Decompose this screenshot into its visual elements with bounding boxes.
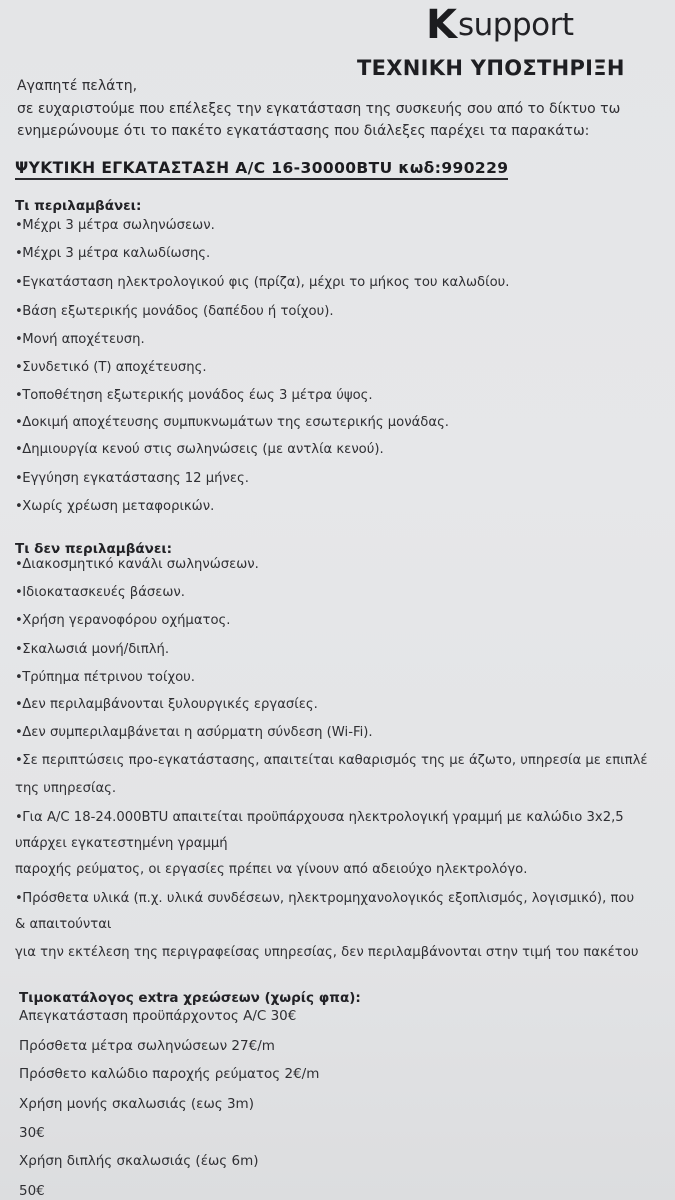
logo-word: support bbox=[458, 7, 574, 43]
excluded-item bbox=[15, 697, 318, 712]
included-item bbox=[15, 499, 214, 514]
excluded-item-text: Για A/C 18-24.000BTU απαιτείται προϋπάρχουσα ηλεκτρολογική γραμμή με καλώδιο 3x2,5 bbox=[22, 810, 624, 825]
excluded-item bbox=[15, 642, 169, 657]
bullet-icon: • bbox=[15, 810, 23, 825]
bullet-icon: • bbox=[15, 642, 23, 657]
included-item bbox=[15, 415, 449, 430]
included-item-text: Τοποθέτηση εξωτερικής μονάδος έως 3 μέτρα ύψος. bbox=[22, 388, 373, 403]
excluded-item-continuation: παροχής ρεύματος, οι εργασίες πρέπει να γίνουν από αδειούχο ηλεκτρολόγο. bbox=[15, 862, 528, 877]
excluded-item-continuation: & απαιτούνται bbox=[15, 917, 112, 932]
intro-line-1: σε ευχαριστούμε που επέλεξες την εγκατάσταση της συσκευής σου από το δίκτυο τω bbox=[17, 101, 621, 117]
included-item bbox=[15, 246, 210, 261]
excluded-item bbox=[15, 753, 648, 768]
included-item-text: Μέχρι 3 μέτρα σωληνώσεων. bbox=[22, 218, 215, 233]
included-item-text: Εγκατάσταση ηλεκτρολογικού φις (πρίζα), μέχρι το μήκος του καλωδίου. bbox=[22, 275, 510, 290]
bullet-icon: • bbox=[15, 471, 23, 486]
excluded-item-text: Τρύπημα πέτρινου τοίχου. bbox=[22, 670, 195, 685]
excluded-item-text: Διακοσμητικό κανάλι σωληνώσεων. bbox=[22, 557, 259, 572]
bullet-icon: • bbox=[15, 557, 23, 572]
bullet-icon: • bbox=[15, 275, 23, 290]
bullet-icon: • bbox=[15, 304, 23, 319]
bullet-icon: • bbox=[15, 499, 23, 514]
logo-k-letter: K bbox=[426, 2, 456, 48]
excluded-item bbox=[15, 557, 259, 572]
included-item bbox=[15, 332, 145, 347]
excluded-item bbox=[15, 810, 624, 825]
extra-charge-price: 30€ bbox=[19, 1125, 45, 1141]
bullet-icon: • bbox=[15, 753, 23, 768]
bullet-icon: • bbox=[15, 725, 23, 740]
extras-section-title: Τιμοκατάλογος extra χρεώσεων (χωρίς φπα): bbox=[19, 990, 361, 1006]
intro-line-2: ενημερώνουμε ότι το πακέτο εγκατάστασης που διάλεξες παρέχει τα παρακάτω: bbox=[17, 123, 590, 139]
included-item bbox=[15, 471, 249, 486]
excluded-item bbox=[15, 891, 634, 906]
included-item-text: Μέχρι 3 μέτρα καλωδίωσης. bbox=[22, 246, 211, 261]
extra-charge-item: Χρήση διπλής σκαλωσιάς (έως 6m) bbox=[19, 1153, 259, 1169]
page-heading: ΤΕΧΝΙΚΗ ΥΠΟΣΤΗΡΙΞΗ bbox=[357, 56, 625, 80]
extra-charge-item: Χρήση μονής σκαλωσιάς (εως 3m) bbox=[19, 1096, 254, 1112]
included-item bbox=[15, 218, 215, 233]
included-item bbox=[15, 360, 207, 375]
intro-greeting: Αγαπητέ πελάτη, bbox=[17, 78, 138, 94]
extra-charge-item: Πρόσθετο καλώδιο παροχής ρεύματος 2€/m bbox=[19, 1066, 320, 1082]
bullet-icon: • bbox=[15, 360, 23, 375]
excluded-item-text: Σε περιπτώσεις προ-εγκατάστασης, απαιτείται καθαρισμός της με άζωτο, υπηρεσία με επιπλέ bbox=[22, 753, 648, 768]
included-item-text: Βάση εξωτερικής μονάδος (δαπέδου ή τοίχου). bbox=[22, 304, 334, 319]
included-item bbox=[15, 388, 373, 403]
bullet-icon: • bbox=[15, 388, 23, 403]
excluded-item-continuation: για την εκτέλεση της περιγραφείσας υπηρεσίας, δεν περιλαμβάνονται στην τιμή του πακέτου bbox=[15, 945, 639, 960]
excluded-item-text: Σκαλωσιά μονή/διπλή. bbox=[22, 642, 170, 657]
excluded-section-title: Τι δεν περιλαμβάνει: bbox=[15, 541, 173, 557]
bullet-icon: • bbox=[15, 670, 23, 685]
included-item-text: Μονή αποχέτευση. bbox=[22, 332, 145, 347]
excluded-item-text: Πρόσθετα υλικά (π.χ. υλικά συνδέσεων, ηλεκτρομηχανολογικός εξοπλισμός, λογισμικό), που bbox=[22, 891, 635, 906]
excluded-item-text: Ιδιοκατασκευές βάσεων. bbox=[22, 585, 185, 600]
product-title: ΨΥΚΤΙΚΗ ΕΓΚΑΤΑΣΤΑΣΗ A/C 16-30000BTU κωδ:990229 bbox=[15, 159, 508, 180]
bullet-icon: • bbox=[15, 332, 23, 347]
bullet-icon: • bbox=[15, 442, 23, 457]
included-item bbox=[15, 304, 334, 319]
included-item-text: Χωρίς χρέωση μεταφορικών. bbox=[22, 499, 215, 514]
bullet-icon: • bbox=[15, 415, 23, 430]
excluded-item-text: Δεν συμπεριλαμβάνεται η ασύρματη σύνδεση (Wi-Fi). bbox=[22, 725, 373, 740]
included-item-text: Δημιουργία κενού στις σωληνώσεις (με αντλία κενού). bbox=[22, 442, 384, 457]
included-item-text: Δοκιμή αποχέτευσης συμπυκνωμάτων της εσωτερικής μονάδας. bbox=[22, 415, 449, 430]
excluded-item-text: Χρήση γερανοφόρου οχήματος. bbox=[22, 613, 231, 628]
excluded-item-continuation: της υπηρεσίας. bbox=[15, 781, 117, 796]
extra-charge-price: 50€ bbox=[19, 1183, 45, 1199]
excluded-item bbox=[15, 613, 230, 628]
bullet-icon: • bbox=[15, 891, 23, 906]
excluded-item-text: Δεν περιλαμβάνονται ξυλουργικές εργασίες. bbox=[22, 697, 318, 712]
bullet-icon: • bbox=[15, 697, 23, 712]
bullet-icon: • bbox=[15, 613, 23, 628]
extra-charge-item: Απεγκατάσταση προϋπάρχοντος A/C 30€ bbox=[19, 1008, 297, 1024]
bullet-icon: • bbox=[15, 246, 23, 261]
included-item bbox=[15, 442, 384, 457]
included-section-title: Τι περιλαμβάνει: bbox=[15, 198, 142, 214]
bullet-icon: • bbox=[15, 585, 23, 600]
bullet-icon: • bbox=[15, 218, 23, 233]
included-item-text: Συνδετικό (Τ) αποχέτευσης. bbox=[22, 360, 207, 375]
excluded-item bbox=[15, 670, 195, 685]
excluded-item-continuation: υπάρχει εγκατεστημένη γραμμή bbox=[15, 836, 228, 851]
included-item-text: Εγγύηση εγκατάστασης 12 μήνες. bbox=[22, 471, 249, 486]
excluded-item bbox=[15, 725, 373, 740]
ksupport-logo bbox=[426, 2, 574, 48]
extra-charge-item: Πρόσθετα μέτρα σωληνώσεων 27€/m bbox=[19, 1038, 275, 1054]
excluded-item bbox=[15, 585, 185, 600]
included-item bbox=[15, 275, 509, 290]
